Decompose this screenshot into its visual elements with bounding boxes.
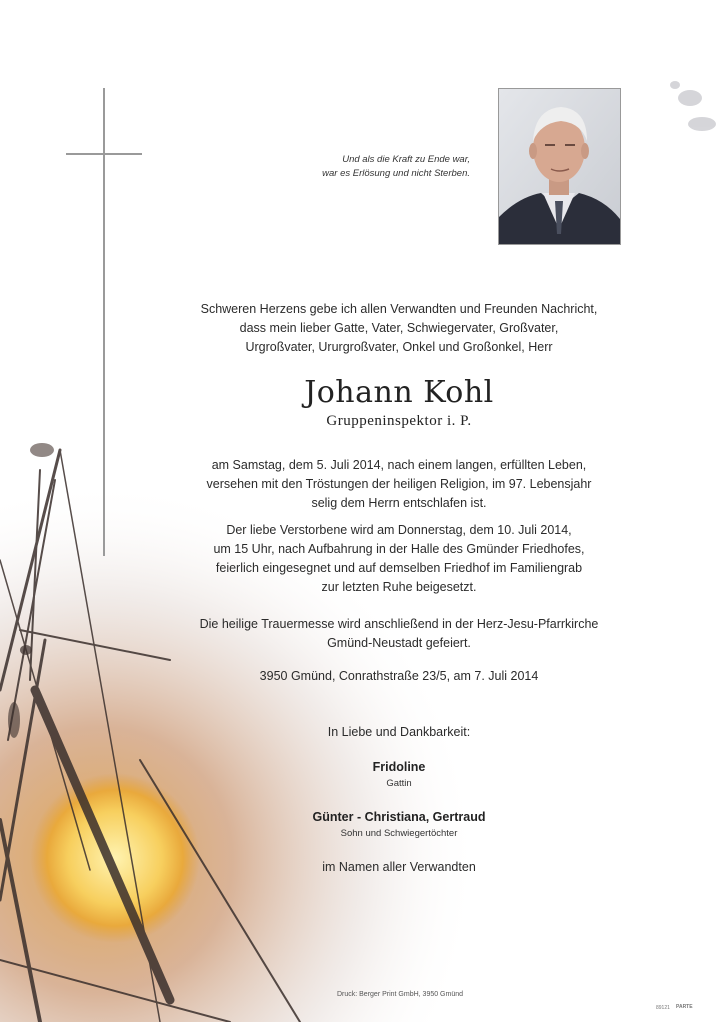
- mass-line: Die heilige Trauermesse wird anschließend in der Herz-Jesu-Pfarrkirche: [199, 617, 599, 631]
- intro-line: dass mein lieber Gatte, Vater, Schwiegervater, Großvater,: [239, 321, 559, 335]
- gratitude-line: In Liebe und Dankbarkeit:: [327, 725, 471, 739]
- quote-line: Und als die Kraft zu Ende war,: [342, 154, 470, 165]
- printer-logo: PARTE: [676, 1004, 693, 1010]
- cross-vertical-bar: [103, 88, 105, 556]
- death-line: am Samstag, dem 5. Juli 2014, nach einem langen, erfüllten Leben,: [211, 458, 587, 472]
- deceased-name: Johann Kohl: [304, 375, 494, 410]
- closing-line: im Namen aller Verwandten: [322, 860, 476, 874]
- intro-line: Urgroßvater, Ururgroßvater, Onkel und Großonkel, Herr: [245, 340, 553, 354]
- mourner-name: Fridoline: [372, 760, 426, 774]
- intro-line: Schweren Herzens gebe ich allen Verwandten und Freunden Nachricht,: [200, 302, 598, 316]
- death-notice: [160, 456, 638, 513]
- death-line: versehen mit den Tröstungen der heiligen Religion, im 97. Lebensjahr: [206, 477, 592, 491]
- mass-details: [160, 615, 638, 653]
- document-code: 89121: [656, 1005, 670, 1011]
- portrait-photo: [498, 88, 621, 245]
- mass-line: Gmünd-Neustadt gefeiert.: [327, 636, 471, 650]
- announcement-intro: [160, 300, 638, 357]
- death-line: selig dem Herrn entschlafen ist.: [311, 496, 487, 510]
- mourner-entry: [160, 758, 638, 790]
- funeral-line: Der liebe Verstorbene wird am Donnerstag, dem 10. Juli 2014,: [226, 523, 572, 537]
- funeral-line: zur letzten Ruhe beigesetzt.: [321, 580, 477, 594]
- place-and-date: 3950 Gmünd, Conrathstraße 23/5, am 7. Juli 2014: [259, 669, 539, 683]
- funeral-details: [160, 521, 638, 597]
- memorial-quote: [290, 153, 470, 181]
- deceased-title: Gruppeninspektor i. P.: [326, 413, 472, 429]
- printer-credit: Druck: Berger Print GmbH, 3950 Gmünd: [336, 991, 464, 998]
- funeral-line: feierlich eingesegnet und auf demselben Friedhof im Familiengrab: [215, 561, 583, 575]
- cross-horizontal-bar: [66, 153, 142, 155]
- mourner-relation: Sohn und Schwiegertöchter: [340, 828, 458, 839]
- funeral-line: um 15 Uhr, nach Aufbahrung in der Halle des Gmünder Friedhofes,: [213, 542, 585, 556]
- quote-line: war es Erlösung und nicht Sterben.: [322, 168, 470, 179]
- mourner-entry: [160, 808, 638, 840]
- mourner-name: Günter - Christiana, Gertraud: [312, 810, 486, 824]
- mourner-relation: Gattin: [386, 778, 412, 789]
- portrait-illustration: [499, 89, 620, 244]
